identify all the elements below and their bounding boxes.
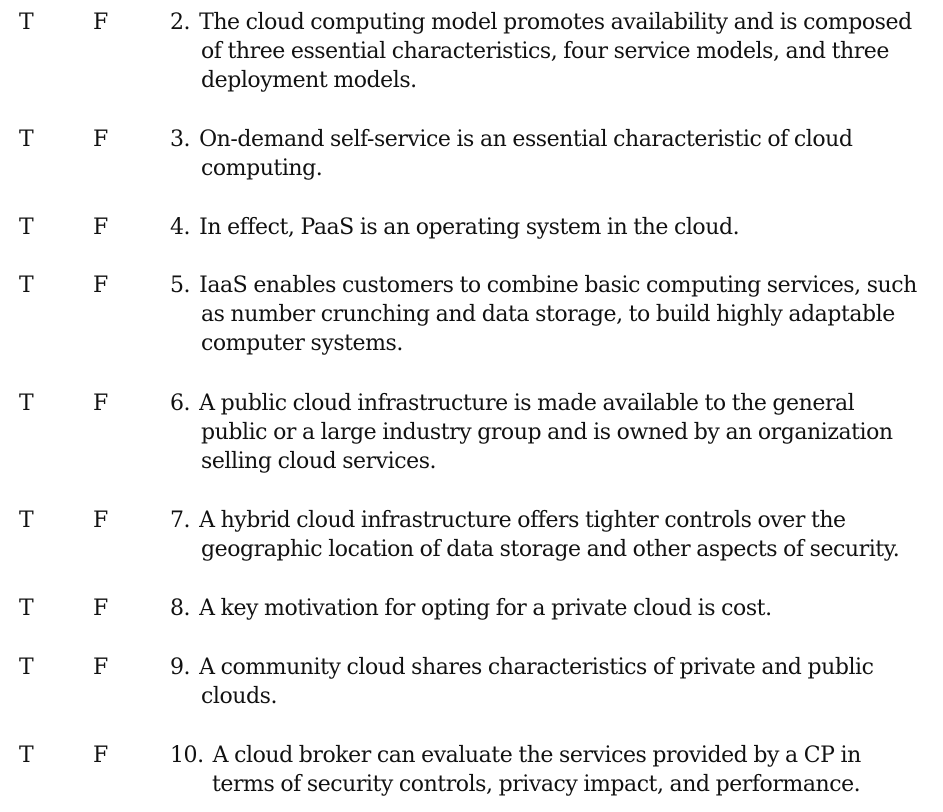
false-option[interactable]: F [93, 10, 109, 35]
question-text [170, 389, 910, 476]
question-number: 8. [170, 596, 191, 621]
question-line: deployment models. [201, 68, 417, 93]
false-option[interactable]: F [93, 596, 109, 621]
question-line: On-demand self-service is an essential characteristic of cloud [199, 127, 853, 152]
question-line: A key motivation for opting for a private cloud is cost. [199, 596, 772, 621]
question-text [170, 8, 910, 95]
false-option[interactable]: F [93, 127, 109, 152]
question-line: public or a large industry group and is owned by an organization [201, 420, 893, 445]
question-text [170, 506, 910, 564]
question-text [170, 594, 910, 623]
false-option[interactable]: F [93, 391, 109, 416]
question-line: terms of security controls, privacy impact, and performance. [212, 772, 861, 797]
question-number: 4. [170, 215, 191, 240]
question-number: 10. [170, 743, 204, 768]
question-line: A community cloud shares characteristics of private and public [199, 655, 874, 680]
question-number: 3. [170, 127, 191, 152]
question-number: 5. [170, 273, 191, 298]
false-option[interactable]: F [93, 215, 109, 240]
question-line: The cloud computing model promotes availability and is composed [199, 10, 912, 35]
false-option[interactable]: F [93, 508, 109, 533]
true-option[interactable]: T [19, 508, 34, 533]
question-line: IaaS enables customers to combine basic computing services, such [199, 273, 917, 298]
false-option[interactable]: F [93, 655, 109, 680]
question-line: selling cloud services. [201, 449, 437, 474]
true-option[interactable]: T [19, 743, 34, 768]
question-line: computing. [201, 156, 323, 181]
question-line: computer systems. [201, 331, 403, 356]
question-line: A hybrid cloud infrastructure offers tighter controls over the [199, 508, 846, 533]
question-line: A cloud broker can evaluate the services provided by a CP in [212, 743, 861, 768]
question-number: 6. [170, 391, 191, 416]
false-option[interactable]: F [93, 743, 109, 768]
question-number: 7. [170, 508, 191, 533]
true-option[interactable]: T [19, 596, 34, 621]
true-option[interactable]: T [19, 655, 34, 680]
true-option[interactable]: T [19, 391, 34, 416]
question-line: In effect, PaaS is an operating system in the cloud. [199, 215, 740, 240]
question-number: 9. [170, 655, 191, 680]
question-line: A public cloud infrastructure is made available to the general [199, 391, 855, 416]
question-text [170, 271, 917, 358]
question-text [170, 741, 910, 799]
question-text [170, 653, 910, 711]
true-option[interactable]: T [19, 215, 34, 240]
question-number: 2. [170, 10, 191, 35]
true-option[interactable]: T [19, 127, 34, 152]
question-line: of three essential characteristics, four service models, and three [201, 39, 889, 64]
question-line: geographic location of data storage and other aspects of security. [201, 537, 900, 562]
true-option[interactable]: T [19, 273, 34, 298]
true-option[interactable]: T [19, 10, 34, 35]
question-text [170, 125, 910, 183]
question-line: clouds. [201, 684, 277, 709]
question-text [170, 213, 910, 242]
false-option[interactable]: F [93, 273, 109, 298]
question-line: as number crunching and data storage, to build highly adaptable [201, 302, 895, 327]
